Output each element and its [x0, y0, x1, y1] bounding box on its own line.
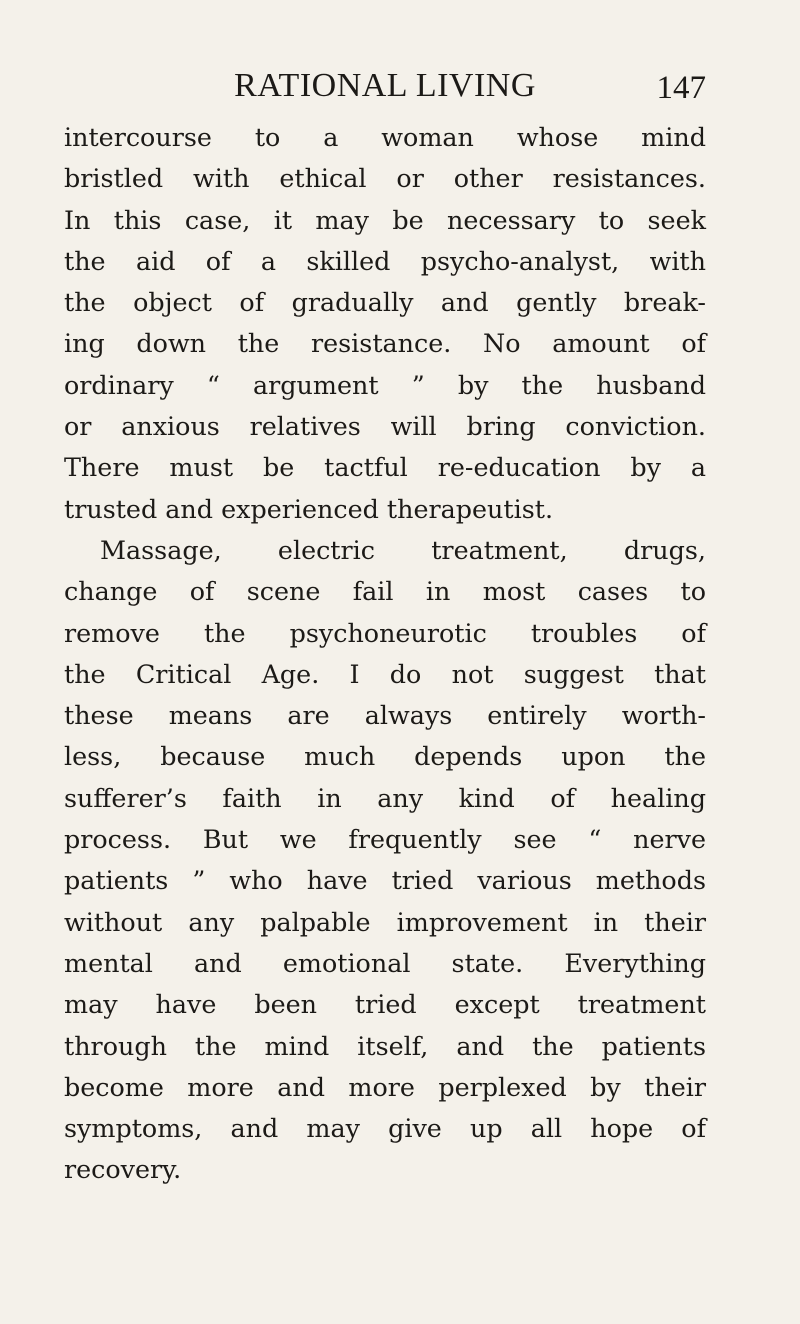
text-line: the aid of a skilled psycho-analyst, with — [64, 245, 706, 276]
text-line: or anxious relatives will bring conviction. — [64, 411, 706, 442]
text-line: process. But we frequently see “ nerve — [64, 824, 706, 855]
text-line: bristled with ethical or other resistances. — [64, 163, 706, 194]
text-line: There must be tactful re-education by a — [64, 452, 706, 483]
text-line: mental and emotional state. Everything — [64, 947, 706, 978]
text-line: recovery. — [64, 1154, 182, 1185]
text-line: patients ” who have tried various methods — [64, 865, 706, 896]
running-head — [64, 62, 706, 110]
text-line: Massage, electric treatment, drugs, — [100, 534, 706, 565]
text-line: the object of gradually and gently break- — [64, 287, 706, 318]
text-line: less, because much depends upon the — [64, 741, 706, 772]
text-line: without any palpable improvement in their — [64, 906, 706, 937]
running-title: RATIONAL LIVING — [234, 67, 536, 104]
text-line: ing down the resistance. No amount of — [64, 328, 706, 359]
text-line: ordinary “ argument ” by the husband — [64, 369, 706, 400]
text-line: symptoms, and may give up all hope of — [64, 1113, 706, 1144]
text-line: through the mind itself, and the patients — [64, 1030, 706, 1061]
text-line: sufferer’s faith in any kind of healing — [64, 782, 706, 813]
text-line: the Critical Age. I do not suggest that — [64, 658, 706, 689]
page-number: 147 — [656, 70, 706, 106]
text-line: In this case, it may be necessary to seek — [64, 204, 706, 235]
text-line: remove the psychoneurotic troubles of — [64, 617, 706, 648]
text-line: intercourse to a woman whose mind — [64, 122, 706, 152]
body-text — [64, 117, 706, 1191]
text-line: these means are always entirely worth- — [64, 700, 706, 731]
text-line: change of scene fail in most cases to — [64, 576, 706, 607]
text-line: may have been tried except treatment — [64, 989, 706, 1020]
text-line: become more and more perplexed by their — [64, 1071, 706, 1102]
text-line: trusted and experienced therapeutist. — [64, 493, 554, 524]
